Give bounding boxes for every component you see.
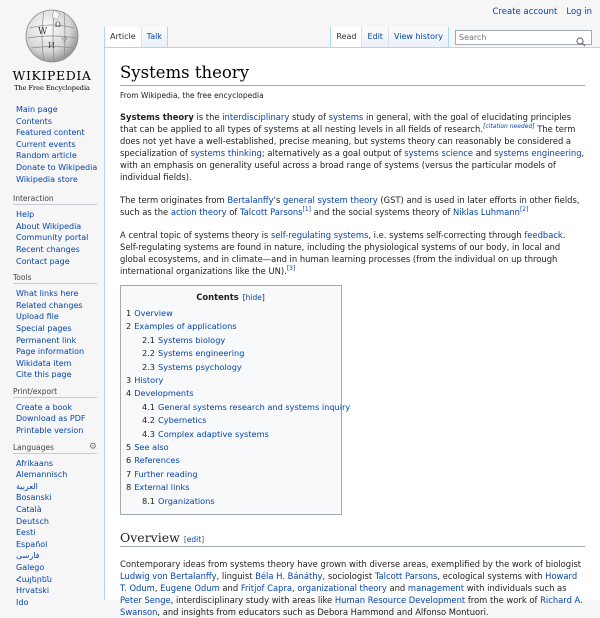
toc-hide-link[interactable]: hide xyxy=(245,293,262,302)
link-niklas-luhmann[interactable]: Niklas Luhmann xyxy=(453,207,520,217)
sidebar-item-current-events[interactable]: Current events xyxy=(16,139,76,149)
sidebar-navigation xyxy=(0,104,104,185)
tab-view-history[interactable]: View history xyxy=(388,27,449,48)
toc-link[interactable]: Further reading xyxy=(134,468,198,479)
overview-paragraph xyxy=(120,558,585,618)
toc-number: 6 xyxy=(126,455,132,466)
link-eugene-odum[interactable]: Eugene Odum xyxy=(160,583,220,594)
languages-heading-label: Languages xyxy=(13,442,54,452)
link-general-system-theory[interactable]: general system theory xyxy=(282,195,378,205)
svg-text:ウ: ウ xyxy=(61,36,68,44)
reference-1[interactable]: [1] xyxy=(302,206,311,214)
language-link[interactable]: Ido xyxy=(16,597,29,607)
sidebar-item-related-changes[interactable]: Related changes xyxy=(16,300,83,310)
toc-link[interactable]: See also xyxy=(134,442,169,453)
citation-needed-link[interactable]: [citation needed] xyxy=(483,123,535,131)
text: The term originates from xyxy=(120,195,228,205)
svg-text:W: W xyxy=(38,27,48,37)
link-self-regulating-systems[interactable]: self-regulating systems xyxy=(270,230,369,240)
toc-number: 4.1 xyxy=(142,401,156,412)
sidebar-item-main-page[interactable]: Main page xyxy=(16,105,58,114)
text: in general, with the goal of elucidating principles that can be applied to all types of systems at all nesting levels in all fields of research. xyxy=(120,112,572,134)
puzzle-globe-icon xyxy=(24,8,80,64)
text: Contemporary ideas from systems theory have grown with diverse areas, exemplified by the work of biologist xyxy=(120,559,582,570)
link-howard-odum[interactable]: Howard T. Odum xyxy=(120,571,578,594)
link-systems-engineering[interactable]: systems engineering xyxy=(494,148,582,158)
toc-item[interactable] xyxy=(126,347,335,360)
text: (GST) and is used in later efforts in other fields, such as the xyxy=(120,195,580,217)
text: , linguist xyxy=(216,571,256,582)
sidebar-item-recent-changes[interactable]: Recent changes xyxy=(16,244,80,254)
wikipedia-logo[interactable] xyxy=(0,0,104,104)
toc-number: 1 xyxy=(126,308,132,318)
toc-link[interactable]: General systems research and systems inquiry xyxy=(158,401,351,412)
toc-number: 2.2 xyxy=(142,348,156,359)
text: of xyxy=(226,207,240,217)
sidebar-item-create-book[interactable]: Create a book xyxy=(16,402,73,412)
sidebar-item-cite-this-page[interactable]: Cite this page xyxy=(16,370,72,380)
sidebar-item-donate[interactable]: Donate to Wikipedia xyxy=(16,162,98,172)
text: A central topic of systems theory is xyxy=(120,230,271,240)
toc-link[interactable]: Complex adaptive systems xyxy=(158,428,269,439)
sidebar-item-help[interactable]: Help xyxy=(16,210,35,220)
tab-read[interactable]: Read xyxy=(330,27,361,48)
toc-link[interactable]: References xyxy=(134,455,180,466)
toc-number: 2.3 xyxy=(142,361,156,372)
intro-paragraph-2 xyxy=(120,194,585,218)
language-link[interactable]: Afrikaans xyxy=(16,458,54,468)
language-link[interactable]: Hrvatski xyxy=(16,586,50,596)
sidebar-item-what-links-here[interactable]: What links here xyxy=(16,289,79,299)
sidebar-item-page-information[interactable]: Page information xyxy=(16,347,85,357)
link-action-theory[interactable]: action theory xyxy=(170,207,227,217)
intro-paragraph-1 xyxy=(120,111,585,183)
link-bertalanffy[interactable]: Bertalanffy xyxy=(227,195,274,205)
text: , with an emphasis on generality useful across a broad range of systems (versus the particular models of individual fields). xyxy=(120,148,585,182)
link-organizational-theory[interactable]: organizational theory xyxy=(297,583,387,594)
sidebar-item-printable-version[interactable]: Printable version xyxy=(16,426,84,436)
wikipedia-wordmark: WIKIPEDIA xyxy=(12,68,92,83)
link-systems-science[interactable]: systems science xyxy=(404,148,474,158)
search-box xyxy=(455,30,592,45)
toc-list xyxy=(126,307,351,508)
text: with individuals such as xyxy=(464,583,567,594)
text: , xyxy=(292,583,298,594)
language-link[interactable]: Català xyxy=(16,505,42,515)
sidebar-item-store[interactable]: Wikipedia store xyxy=(16,174,78,184)
language-link[interactable]: Español xyxy=(16,539,48,549)
toc-number: 8 xyxy=(126,482,132,493)
sidebar-item-contents[interactable]: Contents xyxy=(16,116,52,126)
language-link[interactable]: العربية xyxy=(16,481,38,491)
text: and xyxy=(219,583,241,594)
language-link[interactable]: Հայերեն xyxy=(16,574,52,584)
wikipedia-tagline: The Free Encyclopedia xyxy=(14,84,90,92)
text: . Self-regulating systems are found in nature, including the physiological systems of our body, in local and global ecosystems, and in climate—and in human learning processes (from the individual on up through international organizations like the UN). xyxy=(120,230,566,276)
language-link[interactable]: فارسی xyxy=(16,551,40,561)
toc-link[interactable]: Cybernetics xyxy=(158,415,207,426)
tab-edit[interactable]: Edit xyxy=(361,27,388,48)
log-in-link[interactable]: Log in xyxy=(566,7,592,17)
search-input[interactable] xyxy=(456,33,576,42)
text: study of xyxy=(289,112,329,122)
text: and xyxy=(473,148,495,158)
text: ; alternatively as a goal output of xyxy=(261,148,405,158)
link-richard-swanson[interactable]: Richard A. Swanson xyxy=(120,595,583,618)
toc-number: 3 xyxy=(126,375,132,386)
toc-link[interactable]: Systems psychology xyxy=(158,361,242,372)
sidebar-item-permanent-link[interactable]: Permanent link xyxy=(16,335,77,345)
toc-item[interactable] xyxy=(126,334,335,347)
toc-number: 8.1 xyxy=(142,495,156,506)
reference-2[interactable]: [2] xyxy=(519,206,529,214)
sidebar-item-upload-file[interactable]: Upload file xyxy=(16,312,59,322)
link-systems-thinking[interactable]: systems thinking xyxy=(190,148,262,158)
sidebar-item-wikidata-item[interactable]: Wikidata item xyxy=(16,358,72,368)
sidebar-heading-print-export: Print/export xyxy=(13,387,97,398)
table-of-contents xyxy=(120,285,351,515)
toc-item[interactable] xyxy=(126,361,335,374)
text: 's xyxy=(273,195,283,205)
sidebar xyxy=(0,104,104,614)
intro-paragraph-3 xyxy=(120,229,585,277)
text: , xyxy=(154,583,161,594)
toc-item[interactable] xyxy=(126,387,335,400)
link-fritjof-capra[interactable]: Fritjof Capra xyxy=(240,583,293,594)
sidebar-interaction xyxy=(0,194,104,267)
language-link[interactable]: Alemannisch xyxy=(16,470,68,480)
text: , and insights from educators such as Debora Hammond and Alfonso Montuori. xyxy=(157,607,489,618)
personal-tools xyxy=(493,7,592,17)
page-title: Systems theory xyxy=(120,62,585,86)
search-icon[interactable] xyxy=(576,32,588,44)
article-content xyxy=(104,47,600,618)
language-link[interactable]: Eesti xyxy=(16,528,36,538)
text: and the social systems theory of xyxy=(311,207,453,217)
sidebar-item-download-pdf[interactable]: Download as PDF xyxy=(16,414,86,424)
link-management[interactable]: management xyxy=(407,583,465,594)
sidebar-tools xyxy=(0,273,104,381)
language-link[interactable]: Deutsch xyxy=(16,516,49,526)
language-link[interactable]: Galego xyxy=(16,563,45,572)
link-human-resource-development[interactable]: Human Resource Development xyxy=(334,595,466,606)
text: , interdisciplinary study with areas like xyxy=(170,595,335,606)
gear-icon[interactable]: ⚙ xyxy=(88,441,97,452)
sidebar-item-special-pages[interactable]: Special pages xyxy=(16,323,72,333)
sidebar-item-featured-content[interactable]: Featured content xyxy=(16,128,85,138)
sidebar-languages xyxy=(0,443,104,609)
section-heading-overview: Overview [edit] xyxy=(120,530,585,547)
text: , sociologist xyxy=(322,571,375,582)
toc-link[interactable]: Organizations xyxy=(158,495,215,506)
namespace-tabs xyxy=(104,27,168,48)
toc-item[interactable] xyxy=(126,441,335,454)
text: is the xyxy=(193,112,223,122)
toc-link[interactable]: Overview xyxy=(134,308,173,318)
toc-number: 7 xyxy=(126,468,132,479)
link-ludwig-von-bertalanffy[interactable]: Ludwig von Bertalanffy xyxy=(120,571,217,582)
text: from the work of xyxy=(465,595,541,606)
view-tabs xyxy=(330,27,600,48)
toc-item[interactable] xyxy=(126,401,351,414)
toc-number: 4.3 xyxy=(142,428,156,439)
toc-item[interactable] xyxy=(126,307,335,320)
sidebar-heading-tools: Tools xyxy=(13,273,97,284)
sidebar-item-community-portal[interactable]: Community portal xyxy=(16,233,89,243)
link-peter-senge[interactable]: Peter Senge xyxy=(120,595,171,606)
svg-text:И: И xyxy=(48,41,55,50)
toc-item[interactable] xyxy=(126,454,335,467)
toc-item[interactable] xyxy=(126,320,335,333)
link-talcott-parsons[interactable]: Talcott Parsons xyxy=(239,207,303,217)
toc-number: 5 xyxy=(126,442,132,453)
toc-number: 4 xyxy=(126,388,132,399)
sidebar-heading-interaction: Interaction xyxy=(13,194,97,205)
toc-item[interactable] xyxy=(126,428,335,441)
edit-section-link[interactable]: edit xyxy=(186,535,202,545)
toc-link[interactable]: Systems engineering xyxy=(158,348,245,359)
toc-item[interactable] xyxy=(126,481,335,494)
toc-title-label: Contents xyxy=(196,292,239,302)
toc-number: 2.1 xyxy=(142,334,156,345)
toc-item[interactable] xyxy=(126,495,335,508)
link-talcott-parsons[interactable]: Talcott Parsons xyxy=(374,571,438,582)
text: The term does not yet have a well-established, precise meaning, but systems theory can reasonably be considered a specialization of xyxy=(120,124,576,158)
text: , ecological systems with xyxy=(437,571,546,582)
link-bela-banathy[interactable]: Béla H. Bánáthy xyxy=(255,571,323,582)
sidebar-item-contact-page[interactable]: Contact page xyxy=(16,256,70,266)
link-interdisciplinary[interactable]: interdisciplinary xyxy=(222,112,290,122)
toc-item[interactable] xyxy=(126,468,335,481)
toc-item[interactable] xyxy=(126,374,335,387)
tab-talk[interactable]: Talk xyxy=(141,27,168,48)
toc-number: 2 xyxy=(126,321,132,332)
toc-title: Contents [hide] xyxy=(196,292,265,302)
svg-text:Ω: Ω xyxy=(55,21,61,29)
tab-article[interactable]: Article xyxy=(104,27,141,48)
reference-3[interactable]: [3] xyxy=(286,265,296,273)
text: and xyxy=(386,583,408,594)
text: , i.e. systems self-correcting through xyxy=(368,230,525,240)
toc-link[interactable]: Developments xyxy=(134,388,194,399)
toc-item[interactable] xyxy=(126,414,335,427)
sidebar-item-about[interactable]: About Wikipedia xyxy=(16,221,82,231)
link-systems[interactable]: systems xyxy=(328,112,364,122)
create-account-link[interactable]: Create account xyxy=(492,7,558,17)
section-heading-label: Overview xyxy=(120,530,180,546)
sidebar-print-export xyxy=(0,387,104,437)
toc-link[interactable]: Examples of applications xyxy=(134,321,237,332)
sidebar-heading-languages xyxy=(13,443,97,454)
link-feedback[interactable]: feedback xyxy=(524,230,563,240)
sidebar-item-random-article[interactable]: Random article xyxy=(16,151,77,161)
toc-link[interactable]: History xyxy=(134,375,164,386)
site-subtitle: From Wikipedia, the free encyclopedia xyxy=(120,91,264,100)
toc-link[interactable]: External links xyxy=(134,482,190,493)
toc-link[interactable]: Systems biology xyxy=(158,334,226,345)
bold-term: Systems theory xyxy=(120,112,194,122)
toc-number: 4.2 xyxy=(142,415,156,426)
language-link[interactable]: Bosanski xyxy=(16,493,52,503)
